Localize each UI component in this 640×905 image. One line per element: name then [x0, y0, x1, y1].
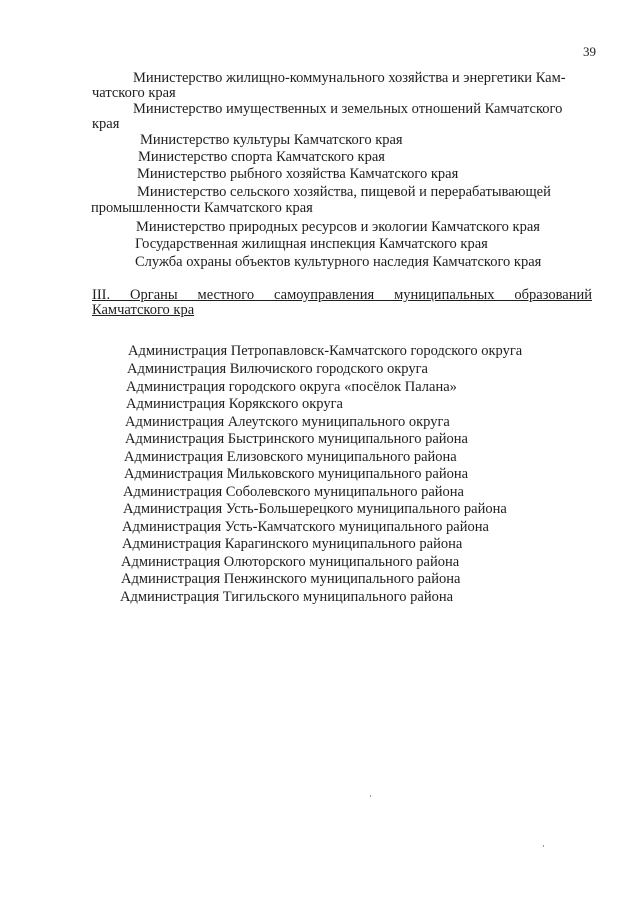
page-number: 39	[583, 44, 596, 59]
ministry-line: Министерство сельского хозяйства, пищевой и перерабатывающей	[137, 184, 551, 200]
administration-item: Администрация Усть-Большерецкого муниципального района	[123, 501, 507, 517]
ministry-line: чатского края	[92, 85, 176, 101]
ministry-line: Служба охраны объектов культурного наследия Камчатского края	[135, 254, 542, 270]
scan-speck	[543, 845, 544, 847]
administration-item: Администрация Быстринского муниципального района	[125, 431, 468, 447]
administration-item: Администрация Алеутского муниципального округа	[125, 414, 450, 430]
ministry-line: Министерство культуры Камчатского края	[140, 132, 403, 148]
section-heading: III. Органы местного самоуправления муниципальных образований	[92, 287, 592, 303]
section-heading-continuation: Камчатского кра	[92, 302, 195, 318]
administration-item: Администрация Корякского округа	[126, 396, 343, 412]
administration-item: Администрация Карагинского муниципального района	[122, 536, 463, 552]
administration-item: Администрация Олюторского муниципального района	[121, 554, 460, 570]
ministry-line: промышленности Камчатского края	[91, 200, 313, 216]
ministry-line: Министерство рыбного хозяйства Камчатского края	[137, 166, 459, 182]
administration-item: Администрация Мильковского муниципального района	[124, 466, 469, 482]
ministry-line: Министерство жилищно-коммунального хозяйства и энергетики Кам-	[133, 70, 566, 86]
administration-item: Администрация Соболевского муниципального района	[123, 484, 464, 500]
ministry-line: Государственная жилищная инспекция Камчатского края	[135, 236, 488, 252]
ministry-line: Министерство спорта Камчатского края	[138, 149, 385, 165]
administration-item: Администрация Тигильского муниципального района	[120, 589, 454, 605]
administration-item: Администрация Усть-Камчатского муниципального района	[122, 519, 489, 535]
administration-item: Администрация городского округа «посёлок Палана»	[126, 379, 457, 395]
administration-item: Администрация Елизовского муниципального района	[124, 449, 457, 465]
ministry-line: Министерство имущественных и земельных отношений Камчатского	[133, 101, 563, 117]
administration-item: Администрация Петропавловск-Камчатского городского округа	[128, 343, 523, 359]
scan-speck	[370, 795, 371, 797]
administration-item: Администрация Вилючиского городского округа	[127, 361, 428, 377]
ministry-line: края	[92, 116, 120, 132]
administration-item: Администрация Пенжинского муниципального района	[121, 571, 461, 587]
ministry-line: Министерство природных ресурсов и экологии Камчатского края	[136, 219, 540, 235]
